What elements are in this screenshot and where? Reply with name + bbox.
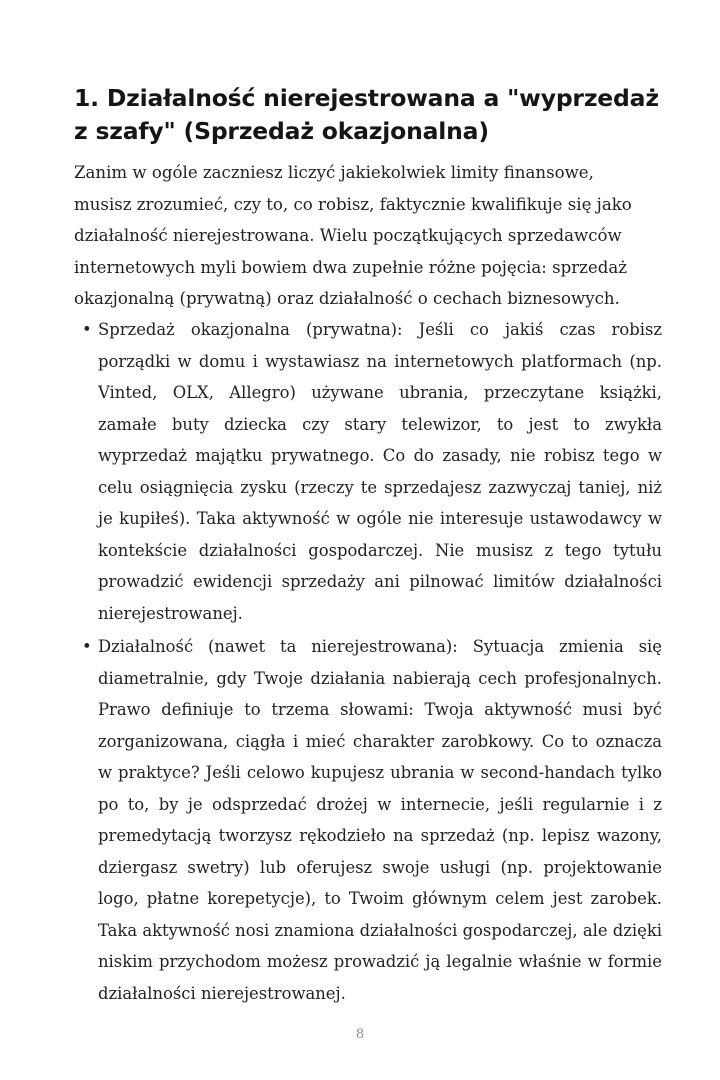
bullet-text: Sprzedaż okazjonalna (prywatna): Jeśli co jakiś czas robisz porządki w domu i wystawiasz na internetowych platformach (np. Vinted, OLX, Allegro) używane ubrania, przeczytane książki, zamałe buty dziecka czy stary telewizor, to jest to zwykła wyprzedaż majątku prywatnego. Co do zasady, nie robisz tego w celu osiągnięcia zysku (rzeczy te sprzedajesz zazwyczaj taniej, niż je kupiłeś). Taka aktywność w ogóle nie interesuje ustawodawcy w kontekście działalności gospodarczej. Nie musisz z tego tytułu prowadzić ewidencji sprzedaży ani pilnować limitów działalności nierejestrowanej. xyxy=(98,320,662,623)
bullet-list xyxy=(74,314,662,1011)
bullet-item-private-sale xyxy=(74,314,662,629)
bullet-item-business-activity xyxy=(74,631,662,1009)
intro-paragraph: Zanim w ogóle zaczniesz liczyć jakiekolwiek limity finansowe, musisz zrozumieć, czy to, co robisz, faktycznie kwalifikuje się jako działalność nierejestrowana. Wielu początkujących sprzedawców internetowych myli bowiem dwa zupełnie różne pojęcia: sprzedaż okazjonalną (prywatną) oraz działalność o cechach biznesowych. xyxy=(74,163,632,308)
section-heading: 1. Działalność nierejestrowana a "wyprzedaż z szafy" (Sprzedaż okazjonalna) xyxy=(74,84,659,145)
bullet-marker: • xyxy=(82,320,92,339)
bullet-text: Działalność (nawet ta nierejestrowana): Sytuacja zmienia się diametralnie, gdy Twoje działania nabierają cech profesjonalnych. Prawo definiuje to trzema słowami: Twoja aktywność musi być zorganizowana, ciągła i mieć charakter zarobkowy. Co to oznacza w praktyce? Jeśli celowo kupujesz ubrania w second-handach tylko po to, by je odsprzedać drożej w internecie, jeśli regularnie i z premedytacją tworzysz rękodzieło na sprzedaż (np. lepisz wazony, dziergasz swetry) lub oferujesz swoje usługi (np. projektowanie logo, płatne korepetycje), to Twoim głównym celem jest zarobek. Taka aktywność nosi znamiona działalności gospodarczej, ale dzięki niskim przychodom możesz prowadzić ją legalnie właśnie w formie działalności nierejestrowanej. xyxy=(98,637,662,1003)
bullet-marker: • xyxy=(82,637,92,656)
page-number: 8 xyxy=(355,1027,365,1042)
